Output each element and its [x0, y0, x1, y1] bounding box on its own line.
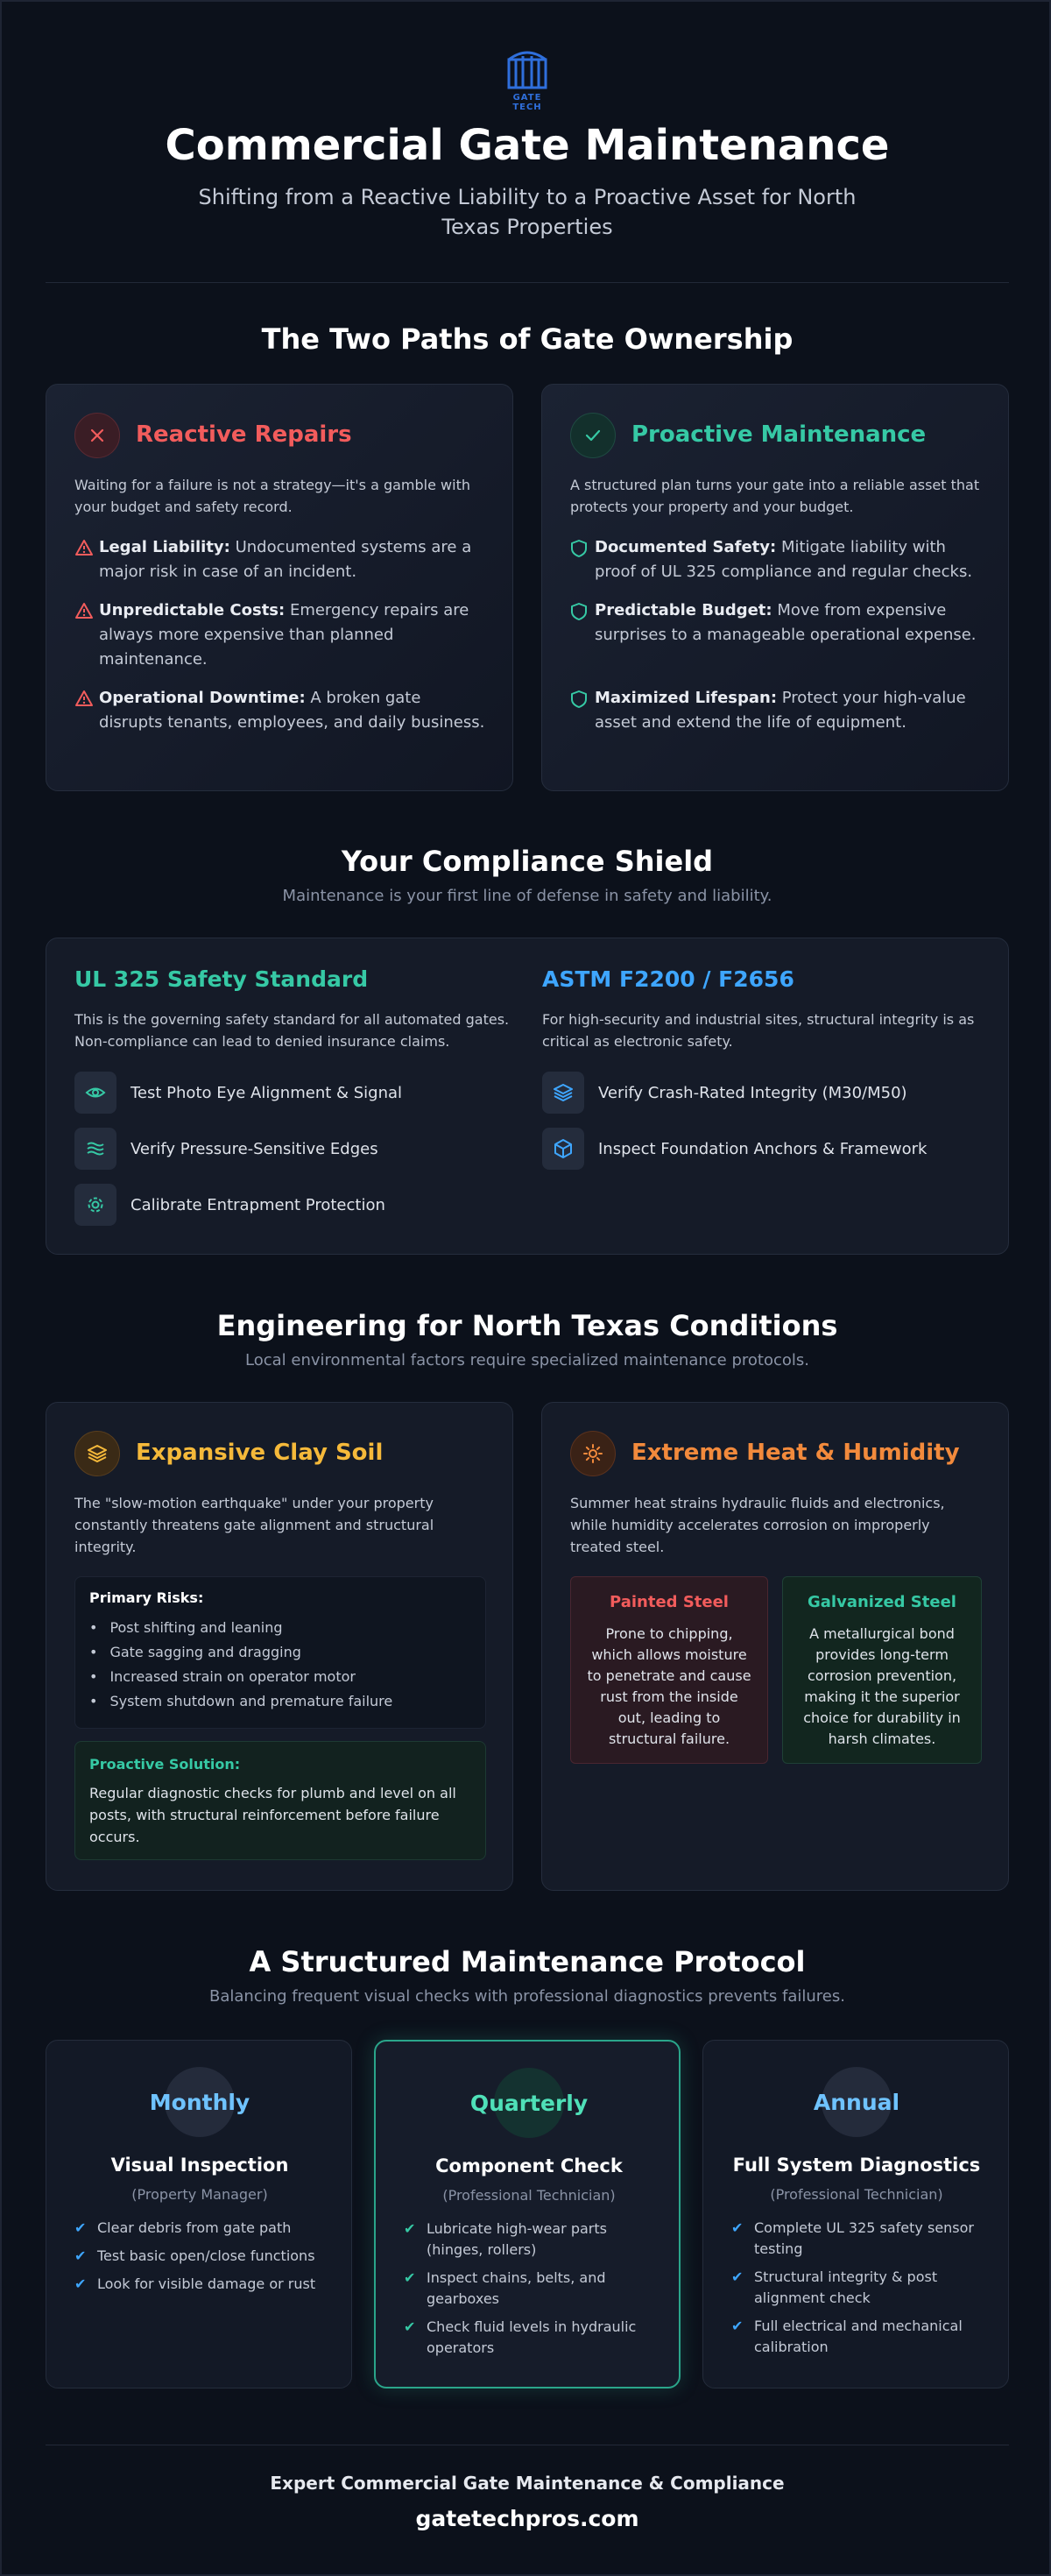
quarterly-card [374, 2040, 681, 2388]
logo-text: GATE TECH [512, 93, 542, 112]
list-item: • Post shifting and leaning [89, 1616, 392, 1640]
tier-list [74, 2218, 328, 2302]
item-text: Test basic open/close functions [97, 2247, 315, 2264]
check-label: Inspect Foundation Anchors & Framework [598, 1139, 928, 1158]
risks-heading: Primary Risks: [89, 1589, 204, 1606]
point-text: Undocumented systems are a major risk in case of an incident. [99, 538, 472, 581]
list-item [404, 2219, 658, 2261]
point-label: Legal Liability: [99, 538, 230, 556]
heat-heading: Extreme Heat & Humidity [631, 1440, 960, 1466]
risks-list [89, 1616, 392, 1714]
check-label: Verify Pressure-Sensitive Edges [130, 1139, 378, 1158]
item-text: Lubricate high-wear parts (hinges, rollers) [427, 2220, 607, 2258]
proactive-solution-box [74, 1741, 486, 1860]
eye-icon [74, 1072, 116, 1114]
ul325-heading: UL 325 Safety Standard [74, 966, 369, 992]
page-subtitle: Shifting from a Reactive Liability to a Proactive Asset for North Texas Properties [198, 185, 857, 239]
painted-steel-box [570, 1576, 768, 1764]
layers-icon [74, 1431, 120, 1476]
protocol-subtitle: Balancing frequent visual checks with professional diagnostics prevents failures. [209, 1987, 845, 2006]
annual-card [702, 2040, 1009, 2388]
ul325-check-item [74, 1184, 385, 1226]
checkmark-icon: ✔ [74, 2219, 87, 2236]
proactive-description: A structured plan turns your gate into a reliable asset that protects your property and your budget. [570, 477, 980, 515]
point-text: A broken gate disrupts tenants, employees, and daily business. [99, 689, 485, 732]
warning-icon [74, 535, 99, 584]
protocol-title: A Structured Maintenance Protocol [249, 1945, 806, 1978]
tier-role: (Professional Technician) [770, 2186, 943, 2203]
list-item [731, 2316, 985, 2358]
list-item: • Increased strain on operator motor [89, 1665, 392, 1689]
clay-description: The "slow-motion earthquake" under your property constantly threatens gate alignment and structural integrity. [74, 1495, 434, 1555]
footer-tagline: Expert Commercial Gate Maintenance & Compliance [270, 2473, 785, 2494]
item-text: Clear debris from gate path [97, 2219, 292, 2236]
list-item [74, 2246, 328, 2267]
checkmark-icon: ✔ [404, 2318, 416, 2335]
proactive-point [570, 535, 982, 584]
list-item [404, 2268, 658, 2310]
checkmark-icon: ✔ [404, 2269, 416, 2286]
check-label: Calibrate Entrapment Protection [130, 1195, 385, 1214]
list-item: • System shutdown and premature failure [89, 1689, 392, 1714]
clay-soil-card [46, 1402, 513, 1891]
astm-description: For high-security and industrial sites, structural integrity is as critical as electronic safety. [542, 1011, 975, 1050]
warning-icon [74, 686, 99, 735]
point-label: Predictable Budget: [595, 601, 772, 619]
x-icon [74, 413, 120, 458]
item-text: Look for visible damage or rust [97, 2275, 316, 2292]
shield-icon [570, 598, 595, 648]
point-text: Emergency repairs are always more expensive than planned maintenance. [99, 601, 469, 669]
check-icon [570, 413, 616, 458]
point-text: Move from expensive surprises to a manageable operational expense. [595, 601, 977, 644]
reactive-point [74, 535, 486, 584]
checkmark-icon: ✔ [731, 2268, 744, 2285]
reactive-description: Waiting for a failure is not a strategy—it's a gamble with your budget and safety record. [74, 477, 470, 515]
page-title: Commercial Gate Maintenance [165, 121, 890, 170]
item-text: Complete UL 325 safety sensor testing [754, 2219, 974, 2257]
item-text: Check fluid levels in hydraulic operators [427, 2318, 637, 2356]
gate-icon [501, 42, 554, 112]
layers-icon [542, 1072, 584, 1114]
frequency-label: Annual [813, 2090, 900, 2115]
conditions-subtitle: Local environmental factors require specialized maintenance protocols. [245, 1351, 809, 1369]
heat-description: Summer heat strains hydraulic fluids and electronics, while humidity accelerates corrosion on improperly treated steel. [570, 1495, 945, 1555]
proactive-heading: Proactive Maintenance [631, 421, 927, 448]
galvanized-steel-box [782, 1576, 982, 1764]
point-text: Protect your high-value asset and extend the life of equipment. [595, 689, 966, 732]
heat-humidity-card [541, 1402, 1009, 1891]
checkmark-icon: ✔ [404, 2220, 416, 2237]
reactive-card [46, 384, 513, 791]
compliance-title: Your Compliance Shield [341, 845, 714, 878]
item-text: Inspect chains, belts, and gearboxes [427, 2269, 606, 2307]
footer-website-link[interactable]: gatetechpros.com [415, 2506, 639, 2531]
monthly-card [46, 2040, 352, 2388]
galvanized-heading: Galvanized Steel [808, 1593, 956, 1611]
point-text: Mitigate liability with proof of UL 325 compliance and regular checks. [595, 538, 973, 581]
ul325-check-item [74, 1128, 378, 1170]
tier-title: Component Check [435, 2155, 623, 2176]
point-label: Maximized Lifespan: [595, 689, 778, 707]
conditions-title: Engineering for North Texas Conditions [216, 1309, 838, 1342]
point-label: Documented Safety: [595, 538, 777, 556]
point-label: Unpredictable Costs: [99, 601, 286, 619]
reactive-point [74, 686, 486, 735]
ul325-check-item [74, 1072, 402, 1114]
list-item [731, 2218, 985, 2260]
compliance-subtitle: Maintenance is your first line of defense in safety and liability. [282, 887, 772, 905]
tier-list [731, 2218, 985, 2365]
galvanized-text: A metallurgical bond provides long-term corrosion prevention, making it the superior choice for durability in harsh climates. [803, 1625, 961, 1747]
reactive-point [74, 598, 486, 672]
solution-text: Regular diagnostic checks for plumb and level on all posts, with structural reinforcement before failure occurs. [89, 1785, 456, 1845]
frequency-label: Quarterly [469, 2091, 589, 2116]
frequency-label: Monthly [149, 2090, 250, 2115]
ul325-description: This is the governing safety standard for all automated gates. Non-compliance can lead to denied insurance claims. [74, 1011, 510, 1050]
tier-title: Visual Inspection [110, 2155, 289, 2176]
divider [46, 282, 1009, 283]
list-item [74, 2274, 328, 2295]
list-item: • Gate sagging and dragging [89, 1640, 392, 1665]
checkmark-icon: ✔ [731, 2219, 744, 2236]
reactive-heading: Reactive Repairs [136, 421, 352, 448]
checkmark-icon: ✔ [731, 2318, 744, 2334]
astm-check-item [542, 1072, 907, 1114]
astm-heading: ASTM F2200 / F2656 [542, 966, 794, 992]
list-item [731, 2267, 985, 2309]
waves-icon [74, 1128, 116, 1170]
cube-icon [542, 1128, 584, 1170]
paths-title: The Two Paths of Gate Ownership [261, 322, 794, 356]
painted-text: Prone to chipping, which allows moisture to penetrate and cause rust from the inside out, leading to structural failure. [587, 1625, 751, 1747]
clay-heading: Expansive Clay Soil [136, 1440, 384, 1466]
check-label: Verify Crash-Rated Integrity (M30/M50) [598, 1083, 907, 1102]
item-text: Full electrical and mechanical calibration [754, 2318, 963, 2355]
primary-risks-box [74, 1576, 486, 1729]
warning-icon [74, 598, 99, 672]
proactive-card [541, 384, 1009, 791]
gear-icon [74, 1184, 116, 1226]
shield-icon [570, 686, 595, 735]
compliance-card [46, 938, 1009, 1255]
proactive-point [570, 598, 982, 648]
painted-heading: Painted Steel [610, 1593, 729, 1611]
item-text: Structural integrity & post alignment check [754, 2268, 938, 2306]
solution-heading: Proactive Solution: [89, 1756, 241, 1773]
checkmark-icon: ✔ [74, 2247, 87, 2264]
tier-role: (Professional Technician) [442, 2187, 616, 2204]
list-item [404, 2317, 658, 2359]
checkmark-icon: ✔ [74, 2275, 87, 2292]
tier-list [404, 2219, 658, 2366]
shield-icon [570, 535, 595, 584]
sun-icon [570, 1431, 616, 1476]
point-label: Operational Downtime: [99, 689, 306, 707]
astm-check-item [542, 1128, 927, 1170]
list-item [74, 2218, 328, 2239]
proactive-point [570, 686, 982, 735]
tier-role: (Property Manager) [131, 2186, 268, 2203]
tier-title: Full System Diagnostics [732, 2155, 981, 2176]
check-label: Test Photo Eye Alignment & Signal [130, 1083, 403, 1102]
